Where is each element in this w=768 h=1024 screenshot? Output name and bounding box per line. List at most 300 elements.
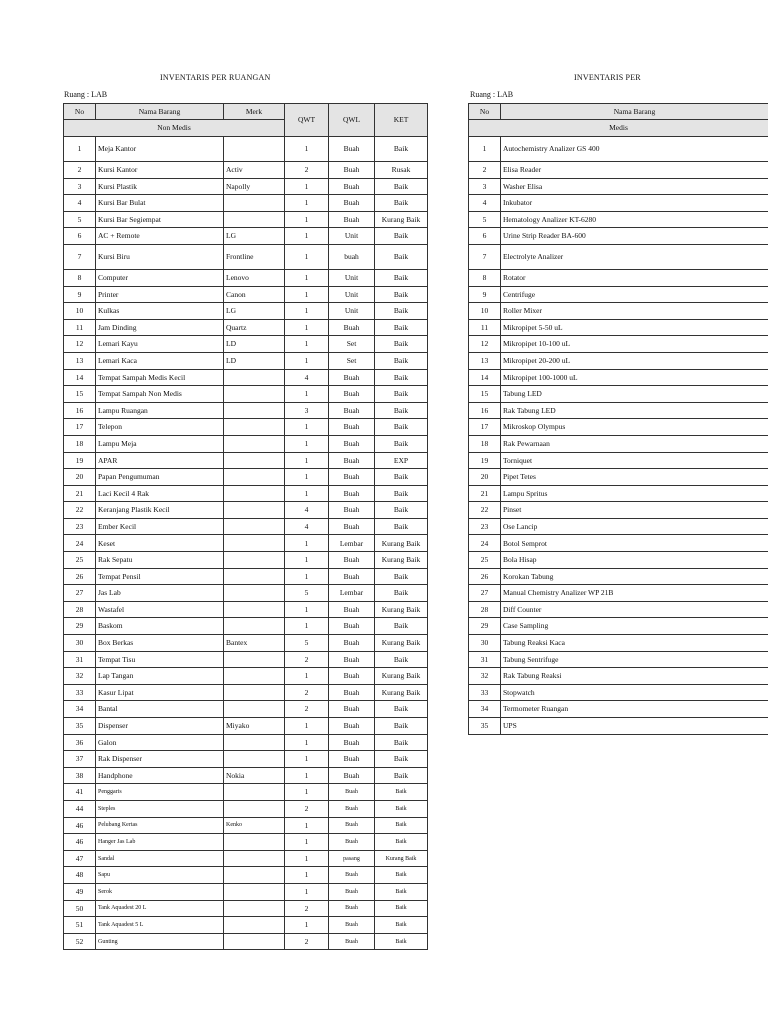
cell-no: 10: [64, 303, 96, 320]
cell-no: 15: [469, 386, 501, 403]
cell-qwl: Buah: [329, 402, 375, 419]
cell-merk: [224, 850, 285, 867]
cell-no: 38: [64, 767, 96, 784]
cell-qwl: Buah: [329, 137, 375, 162]
cell-no: 26: [64, 568, 96, 585]
cell-ket: Kurang Baik: [375, 635, 428, 652]
cell-ket: Baik: [375, 286, 428, 303]
cell-name: Bantal: [96, 701, 224, 718]
cell-name: Kursi Plastik: [96, 178, 224, 195]
table-row: [469, 485, 768, 502]
cell-qwl: Lembar: [329, 585, 375, 602]
cell-ket: Baik: [375, 618, 428, 635]
cell-ket: Kurang Baik: [375, 552, 428, 569]
cell-qwl: Buah: [329, 618, 375, 635]
table-row: [64, 137, 428, 162]
section-header-non-medis: Non Medis: [64, 120, 285, 137]
cell-qwl: Buah: [329, 469, 375, 486]
cell-name: Keranjang Plastik Kecil: [96, 502, 224, 519]
table-row: [469, 435, 768, 452]
cell-qwt: 2: [285, 684, 329, 701]
table-row: [64, 568, 428, 585]
cell-no: 50: [64, 900, 96, 917]
cell-qwl: Buah: [329, 435, 375, 452]
cell-no: 5: [64, 211, 96, 228]
cell-no: 14: [64, 369, 96, 386]
cell-no: 26: [469, 568, 501, 585]
col-header-qwl: QWL: [329, 104, 375, 137]
left-room-label: Ruang : LAB: [64, 90, 108, 99]
table-row: [64, 244, 428, 269]
cell-no: 35: [469, 718, 501, 735]
cell-name: Urine Strip Reader BA-600: [501, 228, 768, 245]
cell-no: 52: [64, 933, 96, 950]
col-header-qwt: QWT: [285, 104, 329, 137]
cell-no: 1: [64, 137, 96, 162]
cell-ket: Baik: [375, 917, 428, 934]
cell-merk: Lenovo: [224, 269, 285, 286]
cell-ket: Baik: [375, 502, 428, 519]
table-row: [469, 211, 768, 228]
table-row: [64, 352, 428, 369]
cell-name: Tempat Sampah Non Medis: [96, 386, 224, 403]
cell-ket: Baik: [375, 269, 428, 286]
cell-no: 15: [64, 386, 96, 403]
table-row: [469, 651, 768, 668]
cell-ket: Baik: [375, 435, 428, 452]
cell-qwl: Buah: [329, 211, 375, 228]
table-row: [469, 535, 768, 552]
cell-ket: Kurang Baik: [375, 668, 428, 685]
cell-ket: Kurang Baik: [375, 684, 428, 701]
cell-qwt: 1: [285, 767, 329, 784]
cell-name: Mikropipet 10-100 uL: [501, 336, 768, 353]
cell-merk: [224, 485, 285, 502]
cell-merk: [224, 701, 285, 718]
cell-merk: LD: [224, 336, 285, 353]
cell-no: 13: [469, 352, 501, 369]
cell-ket: Baik: [375, 336, 428, 353]
table-row: [64, 535, 428, 552]
cell-name: Sandal: [96, 850, 224, 867]
cell-qwt: 1: [285, 917, 329, 934]
cell-qwl: Buah: [329, 386, 375, 403]
table-row: [469, 402, 768, 419]
cell-ket: Baik: [375, 701, 428, 718]
table-row: [64, 485, 428, 502]
col-header-merk: Merk: [224, 104, 285, 120]
cell-no: 6: [469, 228, 501, 245]
cell-qwl: Buah: [329, 751, 375, 768]
cell-no: 24: [469, 535, 501, 552]
cell-ket: Baik: [375, 402, 428, 419]
cell-qwl: Buah: [329, 319, 375, 336]
cell-no: 27: [64, 585, 96, 602]
cell-qwl: Buah: [329, 178, 375, 195]
cell-qwt: 1: [285, 668, 329, 685]
cell-merk: Nokia: [224, 767, 285, 784]
table-row: [64, 601, 428, 618]
cell-no: 16: [64, 402, 96, 419]
cell-no: 11: [64, 319, 96, 336]
cell-qwt: 5: [285, 635, 329, 652]
cell-qwt: 1: [285, 386, 329, 403]
cell-name: AC + Remote: [96, 228, 224, 245]
cell-no: 46: [64, 817, 96, 834]
cell-merk: [224, 585, 285, 602]
cell-name: Steples: [96, 800, 224, 817]
cell-merk: Kenko: [224, 817, 285, 834]
cell-merk: [224, 435, 285, 452]
table-row: [469, 137, 768, 162]
cell-no: 48: [64, 867, 96, 884]
cell-no: 41: [64, 784, 96, 801]
table-row: [64, 518, 428, 535]
cell-qwt: 1: [285, 817, 329, 834]
cell-ket: Baik: [375, 767, 428, 784]
cell-no: 31: [64, 651, 96, 668]
cell-no: 23: [469, 518, 501, 535]
cell-no: 10: [469, 303, 501, 320]
cell-no: 21: [469, 485, 501, 502]
cell-qwl: Buah: [329, 684, 375, 701]
cell-ket: EXP: [375, 452, 428, 469]
cell-no: 16: [469, 402, 501, 419]
cell-qwt: 1: [285, 195, 329, 212]
cell-name: Centrifuge: [501, 286, 768, 303]
table-row: [64, 800, 428, 817]
cell-qwt: 4: [285, 518, 329, 535]
cell-qwl: Buah: [329, 635, 375, 652]
cell-merk: [224, 137, 285, 162]
cell-no: 24: [64, 535, 96, 552]
cell-qwl: Buah: [329, 701, 375, 718]
cell-merk: Napolly: [224, 178, 285, 195]
cell-name: Papan Pengumuman: [96, 469, 224, 486]
cell-merk: [224, 784, 285, 801]
cell-qwt: 1: [285, 485, 329, 502]
table-row: [64, 303, 428, 320]
cell-name: Rak Pewarnaan: [501, 435, 768, 452]
cell-qwl: Buah: [329, 419, 375, 436]
cell-qwt: 1: [285, 601, 329, 618]
cell-ket: Baik: [375, 518, 428, 535]
cell-qwt: 1: [285, 751, 329, 768]
cell-no: 21: [64, 485, 96, 502]
table-row: [469, 635, 768, 652]
cell-name: Pelubang Kertas: [96, 817, 224, 834]
table-row: [469, 369, 768, 386]
table-row: [64, 402, 428, 419]
cell-qwl: Buah: [329, 883, 375, 900]
cell-qwt: 2: [285, 651, 329, 668]
cell-name: Manual Chemistry Analizer WP 21B: [501, 585, 768, 602]
cell-name: Washer Elisa: [501, 178, 768, 195]
cell-qwt: 1: [285, 618, 329, 635]
table-row: [64, 751, 428, 768]
cell-name: Mikropipet 100-1000 uL: [501, 369, 768, 386]
right-inventory-table: [468, 103, 768, 735]
cell-no: 18: [469, 435, 501, 452]
cell-no: 2: [469, 162, 501, 179]
table-row: [64, 228, 428, 245]
table-row: [469, 585, 768, 602]
cell-name: Wastafel: [96, 601, 224, 618]
cell-no: 35: [64, 718, 96, 735]
table-row: [64, 867, 428, 884]
cell-qwl: Buah: [329, 162, 375, 179]
cell-name: Meja Kantor: [96, 137, 224, 162]
cell-qwt: 1: [285, 734, 329, 751]
cell-merk: Activ: [224, 162, 285, 179]
cell-qwl: buah: [329, 244, 375, 269]
cell-no: 33: [469, 684, 501, 701]
cell-qwt: 1: [285, 552, 329, 569]
cell-no: 12: [469, 336, 501, 353]
cell-qwl: Unit: [329, 286, 375, 303]
cell-ket: Baik: [375, 485, 428, 502]
cell-qwt: 1: [285, 535, 329, 552]
cell-merk: [224, 452, 285, 469]
cell-name: Laci Kecil 4 Rak: [96, 485, 224, 502]
cell-qwl: Lembar: [329, 535, 375, 552]
cell-no: 30: [469, 635, 501, 652]
cell-ket: Baik: [375, 834, 428, 851]
cell-name: Lemari Kaca: [96, 352, 224, 369]
cell-merk: [224, 211, 285, 228]
cell-name: Autochemistry Analizer GS 400: [501, 137, 768, 162]
table-row: [64, 178, 428, 195]
cell-qwl: Unit: [329, 228, 375, 245]
cell-ket: Baik: [375, 734, 428, 751]
cell-qwl: Buah: [329, 601, 375, 618]
cell-ket: Baik: [375, 900, 428, 917]
cell-name: Rak Tabung Reaksi: [501, 668, 768, 685]
table-row: [469, 162, 768, 179]
table-row: [64, 668, 428, 685]
cell-name: Keset: [96, 535, 224, 552]
cell-qwt: 1: [285, 883, 329, 900]
table-row: [64, 162, 428, 179]
table-row: [64, 767, 428, 784]
table-row: [64, 651, 428, 668]
table-row: [469, 303, 768, 320]
cell-name: Torniquet: [501, 452, 768, 469]
cell-name: Roller Mixer: [501, 303, 768, 320]
cell-qwt: 1: [285, 319, 329, 336]
cell-qwl: Buah: [329, 734, 375, 751]
table-row: [64, 502, 428, 519]
cell-merk: [224, 502, 285, 519]
cell-ket: Baik: [375, 195, 428, 212]
cell-qwt: 1: [285, 352, 329, 369]
cell-no: 32: [469, 668, 501, 685]
cell-qwl: Set: [329, 336, 375, 353]
cell-ket: Baik: [375, 303, 428, 320]
cell-qwl: Buah: [329, 195, 375, 212]
cell-no: 22: [64, 502, 96, 519]
table-row: [64, 684, 428, 701]
table-row: [64, 883, 428, 900]
cell-name: Telepon: [96, 419, 224, 436]
table-row: [469, 452, 768, 469]
cell-qwt: 1: [285, 850, 329, 867]
cell-qwl: Set: [329, 352, 375, 369]
cell-name: UPS: [501, 718, 768, 735]
cell-name: Kursi Bar Segiempat: [96, 211, 224, 228]
cell-name: Box Berkas: [96, 635, 224, 652]
cell-ket: Baik: [375, 867, 428, 884]
cell-name: Ember Kecil: [96, 518, 224, 535]
table-row: [64, 469, 428, 486]
cell-merk: Canon: [224, 286, 285, 303]
table-row: [469, 568, 768, 585]
cell-name: Sapu: [96, 867, 224, 884]
cell-merk: [224, 684, 285, 701]
left-table-body: [64, 137, 428, 950]
cell-qwl: Buah: [329, 518, 375, 535]
cell-qwl: Buah: [329, 651, 375, 668]
cell-merk: [224, 834, 285, 851]
cell-no: 7: [64, 244, 96, 269]
cell-ket: Baik: [375, 585, 428, 602]
cell-no: 17: [64, 419, 96, 436]
cell-qwl: Buah: [329, 568, 375, 585]
cell-no: 34: [64, 701, 96, 718]
cell-ket: Rusak: [375, 162, 428, 179]
table-row: [469, 684, 768, 701]
cell-no: 9: [469, 286, 501, 303]
table-row: [469, 601, 768, 618]
cell-merk: LD: [224, 352, 285, 369]
col-header-no: No: [469, 104, 501, 120]
cell-ket: Baik: [375, 651, 428, 668]
table-row: [469, 336, 768, 353]
col-header-no: No: [64, 104, 96, 120]
cell-ket: Baik: [375, 784, 428, 801]
cell-no: 14: [469, 369, 501, 386]
cell-ket: Baik: [375, 137, 428, 162]
cell-ket: Baik: [375, 369, 428, 386]
cell-qwl: Buah: [329, 917, 375, 934]
cell-name: Electrolyte Analizer: [501, 244, 768, 269]
col-header-ket: KET: [375, 104, 428, 137]
table-row: [469, 286, 768, 303]
cell-qwl: Buah: [329, 867, 375, 884]
cell-qwl: Buah: [329, 718, 375, 735]
table-row: [469, 228, 768, 245]
table-row: [64, 435, 428, 452]
cell-name: APAR: [96, 452, 224, 469]
cell-no: 22: [469, 502, 501, 519]
cell-name: Serok: [96, 883, 224, 900]
table-row: [469, 718, 768, 735]
cell-no: 11: [469, 319, 501, 336]
cell-ket: Baik: [375, 244, 428, 269]
cell-no: 20: [64, 469, 96, 486]
cell-merk: [224, 618, 285, 635]
cell-ket: Baik: [375, 817, 428, 834]
cell-name: Printer: [96, 286, 224, 303]
cell-no: 12: [64, 336, 96, 353]
table-row: [64, 585, 428, 602]
cell-qwl: Buah: [329, 784, 375, 801]
table-row: [64, 195, 428, 212]
cell-no: 29: [469, 618, 501, 635]
cell-merk: [224, 535, 285, 552]
table-row: [64, 850, 428, 867]
cell-name: Elisa Reader: [501, 162, 768, 179]
cell-name: Kulkas: [96, 303, 224, 320]
cell-name: Tempat Tisu: [96, 651, 224, 668]
cell-qwt: 1: [285, 718, 329, 735]
cell-name: Kursi Biru: [96, 244, 224, 269]
cell-no: 17: [469, 419, 501, 436]
cell-merk: Quartz: [224, 319, 285, 336]
cell-qwt: 1: [285, 303, 329, 320]
cell-qwt: 4: [285, 502, 329, 519]
table-row: [64, 635, 428, 652]
cell-no: 49: [64, 883, 96, 900]
cell-merk: [224, 601, 285, 618]
cell-merk: [224, 800, 285, 817]
cell-qwt: 1: [285, 784, 329, 801]
cell-qwl: Buah: [329, 800, 375, 817]
cell-no: 20: [469, 469, 501, 486]
table-row: [64, 386, 428, 403]
cell-qwl: Buah: [329, 452, 375, 469]
cell-name: Mikropipet 20-200 uL: [501, 352, 768, 369]
cell-merk: [224, 734, 285, 751]
cell-qwl: Buah: [329, 552, 375, 569]
cell-merk: [224, 568, 285, 585]
cell-qwt: 1: [285, 452, 329, 469]
table-row: [64, 718, 428, 735]
cell-no: 34: [469, 701, 501, 718]
cell-qwt: 1: [285, 568, 329, 585]
cell-no: 19: [469, 452, 501, 469]
table-row: [64, 734, 428, 751]
cell-name: Rak Sepatu: [96, 552, 224, 569]
cell-name: Jas Lab: [96, 585, 224, 602]
cell-ket: Kurang Baik: [375, 850, 428, 867]
cell-merk: [224, 668, 285, 685]
cell-merk: [224, 751, 285, 768]
table-row: [469, 178, 768, 195]
col-header-name: Nama Barang: [96, 104, 224, 120]
cell-qwt: 2: [285, 933, 329, 950]
cell-qwl: Unit: [329, 269, 375, 286]
cell-merk: [224, 419, 285, 436]
cell-no: 4: [469, 195, 501, 212]
cell-no: 3: [64, 178, 96, 195]
cell-name: Rak Tabung LED: [501, 402, 768, 419]
cell-no: 33: [64, 684, 96, 701]
cell-qwt: 1: [285, 469, 329, 486]
cell-name: Tabung Reaksi Kaca: [501, 635, 768, 652]
cell-merk: [224, 518, 285, 535]
cell-qwt: 4: [285, 369, 329, 386]
cell-qwt: 2: [285, 162, 329, 179]
cell-no: 44: [64, 800, 96, 817]
cell-merk: [224, 867, 285, 884]
cell-qwl: Buah: [329, 502, 375, 519]
table-row: [64, 900, 428, 917]
cell-name: Lampu Ruangan: [96, 402, 224, 419]
table-row: [64, 211, 428, 228]
table-row: [469, 701, 768, 718]
cell-no: 7: [469, 244, 501, 269]
